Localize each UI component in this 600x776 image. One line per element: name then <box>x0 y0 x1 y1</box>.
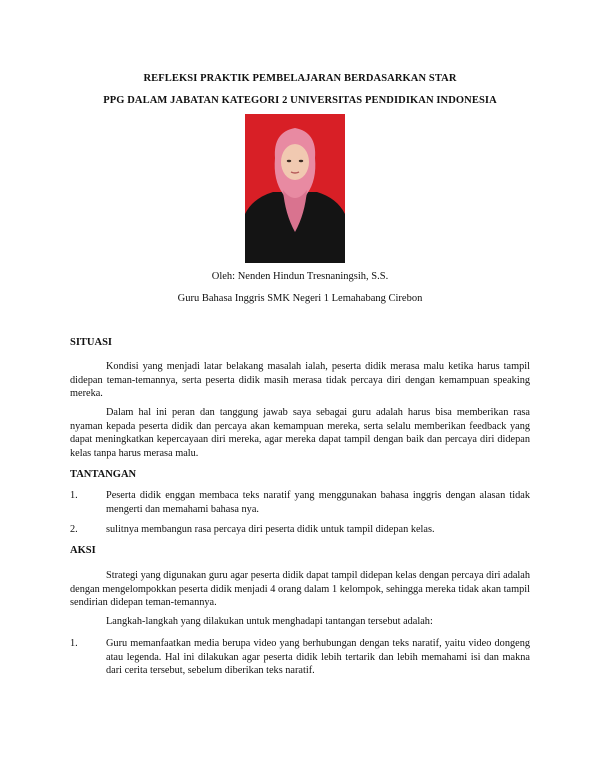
situasi-paragraph-1-text: Kondisi yang menjadi latar belakang masalah ialah, peserta didik merasa malu ketika harus tampil didepan teman-temannya, serta peserta didik masih merasa tidak percaya diri dengan kemampuan speaking mereka. <box>70 361 530 399</box>
aksi-paragraph-2 <box>70 615 530 629</box>
list-item-text: sulitnya membangun rasa percaya diri peserta didik untuk tampil didepan kelas. <box>106 524 435 535</box>
document-title-line-2: PPG DALAM JABATAN KATEGORI 2 UNIVERSITAS PENDIDIKAN INDONESIA <box>103 95 497 106</box>
document-title-line-1: REFLEKSI PRAKTIK PEMBELAJARAN BERDASARKAN STAR <box>143 73 457 84</box>
list-number: 2. <box>70 524 78 535</box>
aksi-paragraph-2-text: Langkah-langkah yang dilakukan untuk menghadapi tantangan tersebut adalah: <box>106 616 433 627</box>
section-heading-aksi: AKSI <box>70 545 96 556</box>
section-heading-tantangan: TANTANGAN <box>70 469 137 480</box>
aksi-paragraph-1-text: Strategi yang digunakan guru agar peserta didik dapat tampil didepan kelas dengan percaya diri adalah dengan mengelompokkan peserta didik menjadi 4 orang dalam 1 kelompok, sehingga mereka tidak akan tampil sendirian didepan teman-temannya. <box>70 570 530 608</box>
portrait-photo <box>245 114 345 263</box>
portrait-photo-icon <box>245 114 345 263</box>
list-number: 1. <box>70 490 78 501</box>
aksi-paragraph-1 <box>70 569 530 610</box>
list-number: 1. <box>70 638 78 649</box>
list-item-text: Guru memanfaatkan media berupa video yang berhubungan dengan teks naratif, yaitu video dongeng atau legenda. Hal ini dilakukan agar peserta didik lebih tertarik dan lebih memahami isi dan makna dari cerita tersebut, sebelum diberikan teks naratif. <box>106 638 530 676</box>
section-heading-situasi: SITUASI <box>70 337 113 348</box>
situasi-paragraph-1 <box>70 360 530 401</box>
situasi-paragraph-2-text: Dalam hal ini peran dan tanggung jawab saya sebagai guru adalah harus bisa memberikan rasa nyaman kepada peserta didik dan percaya akan kemampuan mereka, serta selalu memberikan feedback yang dapat meningkatkan kepercayaan diri mereka, agar mereka dapat tampil dengan baik dan percaya diri didepan kelas tanpa harus merasa malu. <box>70 407 530 459</box>
author-affiliation: Guru Bahasa Inggris SMK Negeri 1 Lemahabang Cirebon <box>177 293 423 304</box>
list-item-text: Peserta didik enggan membaca teks naratif yang menggunakan bahasa inggris dengan alasan tidak mengerti dan memahami bahasa nya. <box>106 490 530 515</box>
author-name: Oleh: Nenden Hindun Tresnaningsih, S.S. <box>211 271 389 282</box>
situasi-paragraph-2 <box>70 406 530 460</box>
